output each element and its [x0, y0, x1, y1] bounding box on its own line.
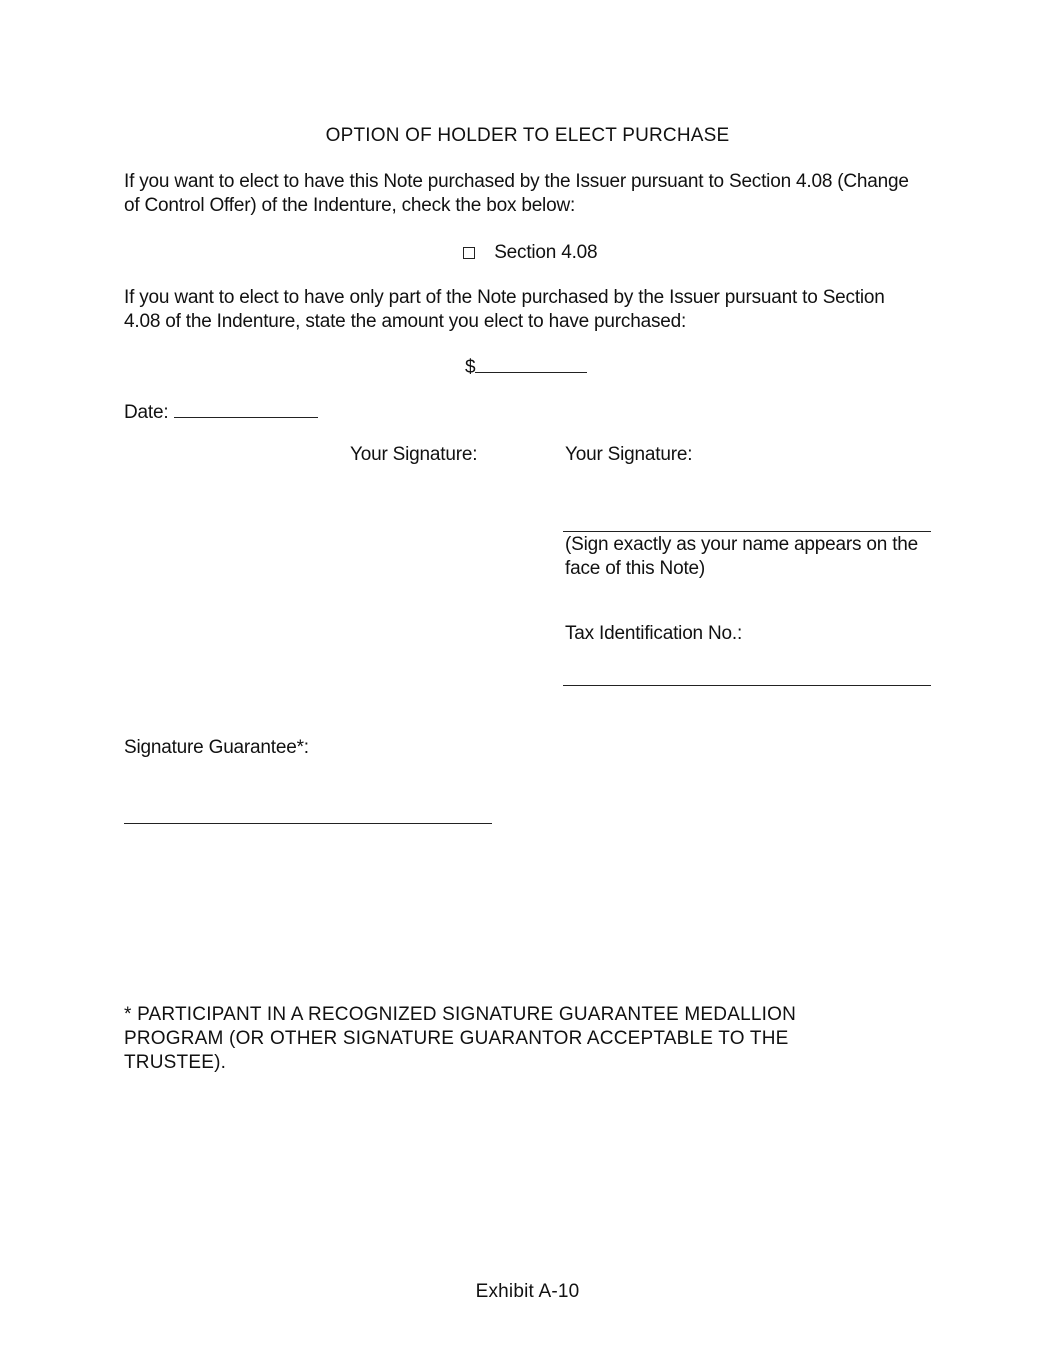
paragraph-line: of Control Offer) of the Indenture, check the box below: [124, 195, 576, 216]
footnote-line: * PARTICIPANT IN A RECOGNIZED SIGNATURE GUARANTEE MEDALLION [124, 1004, 796, 1025]
signature-label-left: Your Signature: [350, 444, 478, 465]
paragraph-check-box-instruction [124, 170, 909, 218]
section-checkbox-row[interactable] [463, 241, 597, 265]
checkbox-icon[interactable] [463, 247, 475, 259]
tax-id-label: Tax Identification No.: [565, 623, 743, 644]
currency-symbol: $ [465, 357, 476, 378]
page-footer: Exhibit A-10 [475, 1281, 580, 1302]
date-blank[interactable] [174, 399, 318, 418]
page-title: OPTION OF HOLDER TO ELECT PURCHASE [325, 125, 730, 146]
signature-label-right: Your Signature: [565, 444, 693, 465]
paragraph-line: If you want to elect to have this Note purchased by the Issuer pursuant to Section 4.08 (Change [124, 171, 909, 192]
instruction-line: (Sign exactly as your name appears on the [565, 534, 919, 555]
date-label: Date: [124, 402, 169, 423]
checkbox-label: Section 4.08 [494, 242, 598, 263]
date-field[interactable] [124, 399, 318, 425]
paragraph-line: 4.08 of the Indenture, state the amount you elect to have purchased: [124, 311, 687, 332]
amount-blank[interactable] [475, 354, 587, 373]
footnote [124, 1003, 796, 1075]
instruction-line: face of this Note) [565, 558, 706, 579]
paragraph-amount-instruction [124, 286, 885, 334]
footnote-line: PROGRAM (OR OTHER SIGNATURE GUARANTOR ACCEPTABLE TO THE [124, 1028, 789, 1049]
tax-id-line[interactable] [563, 685, 931, 686]
amount-field[interactable] [465, 354, 587, 380]
paragraph-line: If you want to elect to have only part of the Note purchased by the Issuer pursuant to Section [124, 287, 885, 308]
signature-guarantee-line[interactable] [124, 823, 492, 824]
signature-line[interactable] [563, 531, 931, 532]
sign-instruction [565, 533, 918, 581]
footnote-line: TRUSTEE). [124, 1052, 227, 1073]
signature-guarantee-label: Signature Guarantee*: [124, 737, 309, 758]
